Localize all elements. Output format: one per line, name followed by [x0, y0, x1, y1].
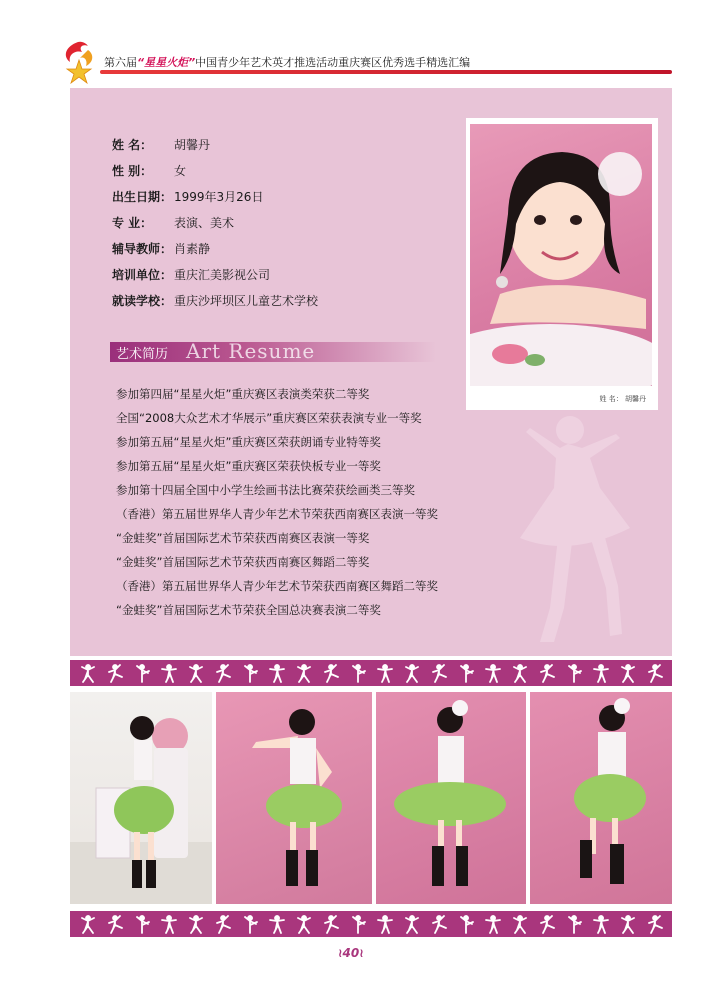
award-item: 参加第五届“星星火炬”重庆赛区荣获朗诵专业特等奖	[116, 435, 381, 449]
award-item: “金蛙奖”首届国际艺术节荣获西南赛区舞蹈二等奖	[116, 555, 370, 569]
header-rule	[100, 70, 672, 74]
page-ornament-right-icon: ≀	[359, 946, 364, 960]
header-brand: “星星火炬”	[137, 56, 196, 69]
info-label: 辅导教师：	[112, 242, 173, 256]
dancer-figure-icon	[647, 663, 663, 683]
resume-title-en: Art Resume	[186, 339, 316, 363]
dance-photo-2	[216, 692, 372, 904]
dancer-figure-icon	[161, 914, 177, 934]
info-value: 重庆沙坪坝区儿童艺术学校	[174, 294, 319, 308]
info-major	[112, 214, 234, 232]
info-label: 性 别：	[112, 164, 153, 178]
dancer-figure-icon	[134, 914, 150, 934]
dancer-figure-icon	[80, 914, 96, 934]
award-item: 参加第四届“星星火炬”重庆赛区表演类荣获二等奖	[116, 387, 370, 401]
dance-photo-4	[530, 692, 672, 904]
info-label: 培训单位：	[112, 268, 173, 282]
info-value: 重庆汇美影视公司	[174, 268, 271, 282]
info-label: 出生日期：	[112, 190, 173, 204]
dancer-figure-icon	[269, 663, 285, 683]
dancer-figure-icon	[620, 663, 636, 683]
dancer-figure-icon	[269, 914, 285, 934]
dancer-figure-icon	[242, 914, 258, 934]
award-item: （香港）第五届世界华人青少年艺术节荣获西南赛区表演一等奖	[116, 507, 438, 521]
dancer-figure-icon	[242, 663, 258, 683]
dancer-figure-icon	[458, 914, 474, 934]
header-prefix: 第六届	[104, 56, 137, 69]
dancer-figure-icon	[485, 914, 501, 934]
info-label: 就读学校：	[112, 294, 173, 308]
dancer-figure-icon	[512, 663, 528, 683]
dancer-figure-icon	[107, 914, 123, 934]
torch-logo-icon	[58, 40, 100, 84]
dancer-figure-icon	[80, 663, 96, 683]
resume-section-header	[110, 339, 436, 363]
award-item: “金蛙奖”首届国际艺术节荣获全国总决赛表演二等奖	[116, 603, 381, 617]
dancer-figure-icon	[377, 914, 393, 934]
dancer-figure-icon	[431, 914, 447, 934]
dancer-figure-icon	[188, 914, 204, 934]
dancer-figure-icon	[539, 663, 555, 683]
info-value: 1999年3月26日	[174, 190, 264, 204]
dancer-figure-icon	[134, 663, 150, 683]
dancer-figure-icon	[593, 663, 609, 683]
dancer-strip-top	[70, 660, 672, 686]
header-suffix: 中国青少年艺术英才推选活动重庆赛区优秀选手精选汇编	[195, 56, 471, 69]
award-item: “金蛙奖”首届国际艺术节荣获西南赛区表演一等奖	[116, 531, 370, 545]
info-value: 表演、美术	[174, 216, 235, 230]
dancer-figure-icon	[404, 663, 420, 683]
dancer-figure-icon	[566, 663, 582, 683]
header-title	[104, 54, 470, 70]
info-birthday	[112, 188, 263, 206]
award-item: （香港）第五届世界华人青少年艺术节荣获西南赛区舞蹈二等奖	[116, 579, 438, 593]
dancer-figure-icon	[350, 663, 366, 683]
dancer-figure-icon	[296, 663, 312, 683]
portrait-frame	[466, 118, 658, 410]
award-item: 参加第十四届全国中小学生绘画书法比赛荣获绘画类三等奖	[116, 483, 415, 497]
dancer-figure-icon	[377, 663, 393, 683]
dancer-figure-icon	[107, 663, 123, 683]
dancer-figure-icon	[161, 663, 177, 683]
info-name	[112, 136, 210, 154]
award-item: 全国“2008大众艺术才华展示”重庆赛区荣获表演专业一等奖	[116, 411, 422, 425]
profile-panel	[70, 88, 672, 656]
dancer-figure-icon	[539, 914, 555, 934]
dancer-figure-icon	[593, 914, 609, 934]
dancer-figure-icon	[350, 914, 366, 934]
info-teacher	[112, 240, 210, 258]
dancer-strip-bottom	[70, 911, 672, 937]
award-item: 参加第五届“星星火炬”重庆赛区荣获快板专业一等奖	[116, 459, 381, 473]
info-value: 女	[174, 164, 187, 178]
page-header	[0, 0, 728, 86]
dancer-figure-icon	[215, 914, 231, 934]
dancer-figure-icon	[215, 663, 231, 683]
dancer-figure-icon	[404, 914, 420, 934]
dancer-figure-icon	[647, 914, 663, 934]
dancer-figure-icon	[458, 663, 474, 683]
info-label: 姓 名：	[112, 138, 153, 152]
dancer-figure-icon	[296, 914, 312, 934]
dance-photo-3	[376, 692, 526, 904]
info-value: 胡馨丹	[174, 138, 211, 152]
page-ornament-left-icon: ≀	[338, 946, 343, 960]
dancer-figure-icon	[188, 663, 204, 683]
page-number	[338, 946, 364, 960]
info-gender	[112, 162, 186, 180]
dancer-figure-icon	[512, 914, 528, 934]
info-school	[112, 292, 318, 310]
dance-photo-1	[70, 692, 212, 904]
dancer-figure-icon	[323, 914, 339, 934]
portrait-caption: 姓 名： 胡馨丹	[599, 395, 646, 403]
resume-title-cn: 艺术简历	[116, 347, 169, 362]
dancer-figure-icon	[566, 914, 582, 934]
portrait-photo	[470, 124, 652, 386]
info-label: 专 业：	[112, 216, 153, 230]
dancer-figure-icon	[323, 663, 339, 683]
page-number-value: 40	[342, 946, 360, 960]
dancer-figure-icon	[431, 663, 447, 683]
dancer-figure-icon	[620, 914, 636, 934]
info-value: 肖素静	[174, 242, 211, 256]
dancer-silhouette-icon	[510, 408, 640, 648]
dancer-figure-icon	[485, 663, 501, 683]
info-training	[112, 266, 270, 284]
